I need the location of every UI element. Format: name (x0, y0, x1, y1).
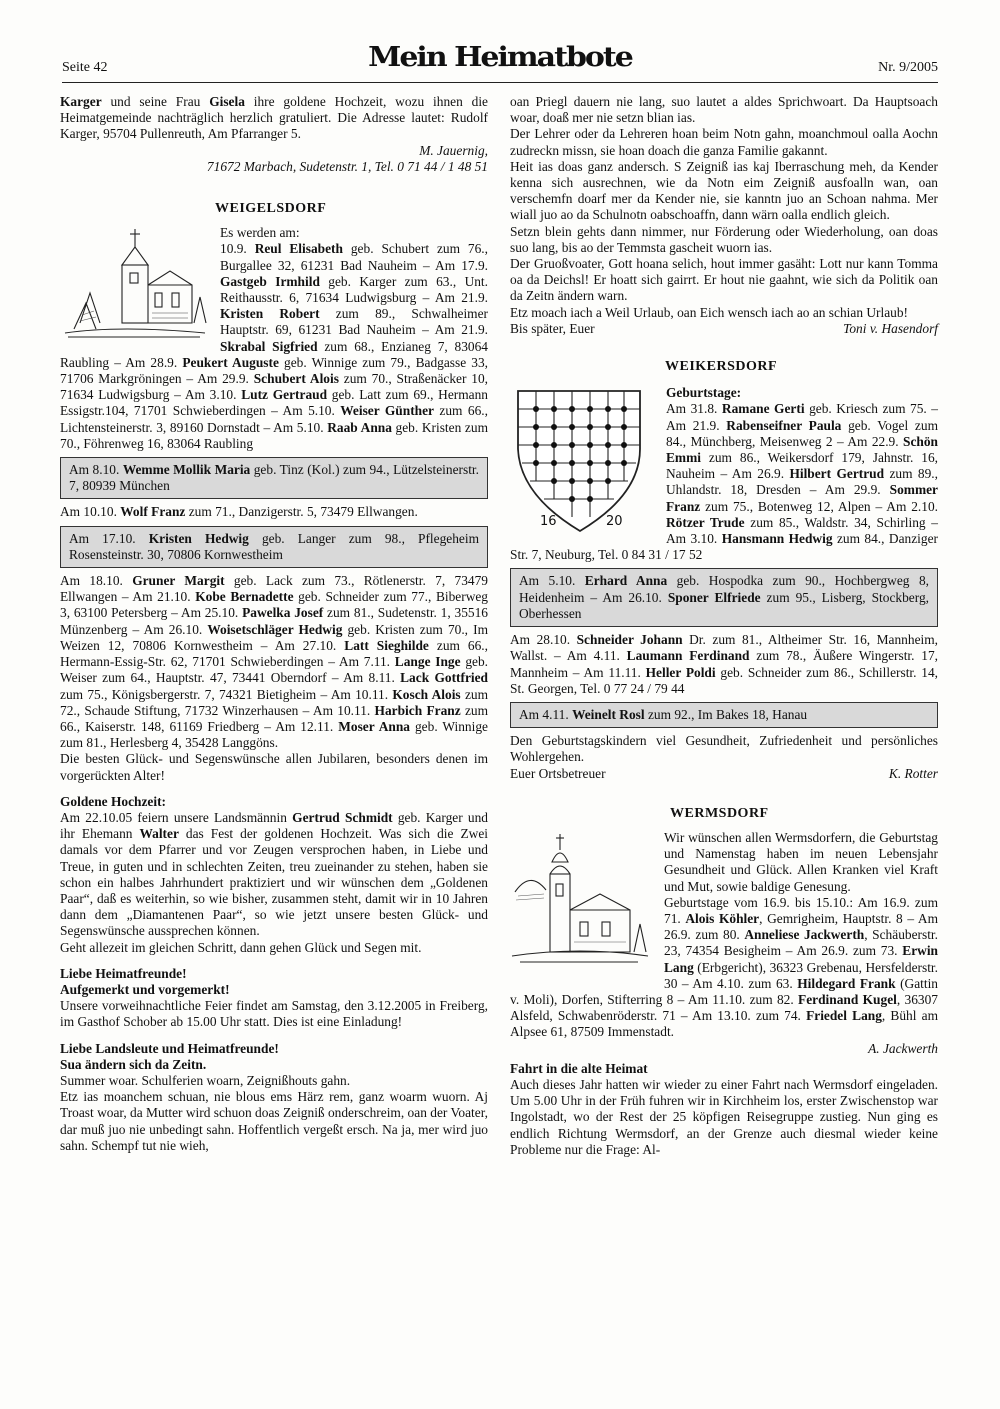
entry-text: geb. Latt zum 69., Hermann Essigstr.104, 71701 Schwieberdingen – Am 5.10. (60, 387, 488, 419)
signature-rotter: K. Rotter (888, 765, 938, 781)
signature-ortsbetreuer: Euer Ortsbetreuer (510, 765, 606, 781)
entry-text: , Gemrigheim, Hauptstr. 8 – Am 26.9. zum 80. (664, 910, 938, 943)
golden-wedding-text (60, 810, 488, 940)
signature-address: 71672 Marbach, Sudetenstr. 1, Tel. 0 71 44 / 1 48 51 (206, 158, 488, 174)
weikersdorf-box-2 (510, 702, 938, 728)
entry-text: zum 84., Danziger Str. 7, Neuburg, Tel. 0 84 31 / 17 52 (510, 531, 938, 563)
person-name: Sommer Franz (666, 482, 938, 514)
entry-text: , Bühl am Alpsee 61, 87509 Immenstadt. (510, 1008, 938, 1040)
person-name: Kristen Hedwig (148, 530, 249, 546)
person-name: Rabenseifner Paula (726, 417, 842, 433)
entry-text: Am 4.11. (519, 706, 573, 722)
entry-text: geb. Kristen zum 70., Im Weizen 12, 70806 Kornwestheim – Am 27.10. (60, 621, 489, 653)
wermsdorf-wishes: Wir wünschen allen Wermsdorfern, die Geburtstag und Namenstag haben im neuen Lebensjahr Gesundheit und Glück. Allen Kranken viel Kraft und Mut, sowie baldige Genesung. (664, 829, 938, 894)
person-name: Erhard Anna (584, 573, 668, 589)
section-title-weikersdorf: WEIKERSDORF (665, 359, 778, 375)
entry-text: das Fest der goldenen Hochzeit. Was sich die Zwei damals vor dem Pfarrer und vor Zeugen versprochen haben, in Liebe und Treue, in guten und in schlechten Zeiten, treu zueinander zu stehen, haben sie schon ein halbes Jahrhundert praktiziert und wir wünschen dem „Goldenen Paar“, daß es weiterhin, so wie bisher, zusammen steht, damit wir in 10 Jahren dann dem „Diamantenen Paar“, so wie jetzt unsere besten Glück- und Segenswünsche aussprechen können. (60, 826, 488, 939)
weikersdorf-box-1 (510, 568, 938, 627)
signature-jackwerth: A. Jackwerth (868, 1040, 938, 1056)
intro-text-2: ihre goldene Hochzeit, wozu ihnen die Heimatgemeinde nachträglich herzlich gratuliert. Die Adresse lautet: Rudolf Karger, 95704 Pullenreuth, Am Pfarranger 5. (60, 94, 488, 142)
section-title-weigelsdorf: WEIGELSDORF (215, 201, 327, 217)
dialect-cont-2: Der Lehrer oder da Lehreren hoan beim Notn gahn, moanchmoul oalla Aochn zudreckn missn, sie hoan doach die ganza Familie gakannt. (510, 126, 938, 158)
entry-text: geb. Kristen zum 70., Föhrenweg 16, 83064 Raubling (60, 419, 488, 451)
person-name: Pawelka Josef (242, 605, 324, 621)
signature-greeting: Bis später, Euer (510, 320, 595, 336)
person-name: Wemme Mollik Maria (122, 462, 251, 478)
person-name: Gruner Margit (132, 573, 225, 589)
dialect-cont-3: Heit ias doas ganz andersch. S Zeigniß ias kaj Iberraschung meh, da Kender kenna sich ausrechnen, wie da Notn eim Zeigniß ausfoalln wan, oan verschemfn doarf mer da Kender nie, sie kanntn juo an Schoan nahma. Mer wiall juo ao da Schulnotn oabschoaffn, dann wärn oalla endlich gleich. (510, 158, 938, 223)
entry-text: geb. Karger und ihr Ehemann (60, 809, 488, 842)
entry-text: zum 68., Enzianeg 7, 83064 Raubling – Am 28.9. (60, 338, 489, 370)
person-name: Woisetschläger Hedwig (207, 621, 343, 637)
entry-text: , Schäuberstr. 23, 74354 Besigheim – Am 26.9. zum 73. (664, 927, 938, 959)
entry-text: Am 10.10. (60, 504, 121, 520)
entry-text: geb. Schneider zum 77., Biberweg 3, 63100 Petersberg – Am 25.10. (60, 589, 488, 621)
person-name: Harbich Franz (374, 702, 461, 718)
person-name: Moser Anna (338, 718, 410, 734)
entry-text: geb. Hospodka zum 90., Hochbergweg 8, Heidenheim – Am 26.10. (519, 573, 929, 605)
dialect-cont-6: Etz moach iach a Weil Urlaub, oan Eich wensch iach ao an schian Urlaub! (510, 304, 909, 320)
person-name: Erwin Lang (664, 943, 938, 975)
person-name: Friedel Lang (806, 1008, 882, 1024)
person-name: Skrabal Sigfried (220, 338, 318, 354)
person-name: Peukert Auguste (182, 354, 279, 370)
entry-text: Am 22.10.05 feiern unsere Landsmännin (60, 809, 293, 825)
person-name: Weiser Günther (340, 403, 434, 419)
masthead-logo: Mein Heimatbote (368, 41, 632, 74)
dialect-text-1: Summer woar. Schulferien woarn, Zeignißhouts gahn. (60, 1072, 351, 1088)
entry-text: geb. Vogel zum 84., Münchberg, Meisenweg 2 – Am 22.9. (666, 417, 938, 449)
trip-text: Auch dieses Jahr hatten wir wieder zu einer Fahrt nach Wermsdorf eingeladen. Um 5.00 Uhr in der Früh fuhren wir in Kirchheim los, erster Zwischenstop war Ingolstadt, wo der Rest der 25 köpfigen Reisegruppe zustieg. Nun ging es endlich Richtung Wermsdorf, an der Grenze auch diesmal wieder keine Probleme nur die Frage: Al- (510, 1076, 938, 1157)
entry-text: zum 71., Danzigerstr. 5, 73479 Ellwangen. (185, 504, 418, 520)
person-name: Gastgeb Irmhild (220, 273, 320, 289)
entry-text: Dr. zum 81., Altheimer Str. 16, Mannheim, Wallst. – Am 4.11. (510, 632, 938, 664)
entry-text: geb. Schubert zum 76., Burgallee 32, 61231 Bad Nauheim – Am 17.9. (220, 241, 488, 273)
dialect-cont-5: Der Gruoßvoater, Gott hoana selich, hout immer gasäht: Lott nur kann Tomma oa da Deichsl! Er hoatt sich gairrt. Er hout nie gaahnt, wie sich da Politik oan da Zeitn ändern warn. (510, 256, 938, 304)
person-name: Laumann Ferdinand (626, 648, 750, 664)
weigelsdorf-box-1 (60, 457, 488, 499)
weigelsdorf-intro: Es werden am: (220, 225, 300, 241)
intro-paragraph (60, 94, 488, 143)
trip-title: Fahrt in die alte Heimat (510, 1060, 648, 1076)
dialect-title-2: Sua ändern sich da Zeitn. (60, 1056, 207, 1072)
church-drawing-wermsdorf (510, 830, 650, 972)
entry-text: geb. Winnige zum 81., Herlesberg 4, 35428 Langgöns. (60, 718, 488, 751)
person-name: Schneider Johann (576, 632, 683, 648)
entry-text: geb. Karger zum 63., Unt. Reithausstr. 6, 71634 Ludwigsburg – Am 21.9. (220, 273, 488, 306)
person-name: Schubert Alois (253, 371, 339, 387)
entry-text: zum 86., Weikersdorf 179, Jahnstr. 16, Nauheim – Am 26.9. (666, 450, 938, 482)
weigelsdorf-birthdays-2 (60, 573, 488, 751)
notice-title-2: Aufgemerkt und vorgemerkt! (60, 981, 230, 997)
entry-text: geb. Schneider zum 86., Schillerstr. 14, St. Georgen, Tel. 0 77 24 / 79 44 (510, 664, 938, 696)
person-name: Alois Köhler (685, 910, 760, 926)
entry-text: Am 5.10. (519, 573, 585, 589)
left-column (60, 94, 488, 1154)
entry-text: zum 95., Lisberg, Stockberg, Oberhessen (519, 589, 930, 621)
header-rule (62, 82, 938, 83)
person-name: Latt Sieghilde (344, 637, 429, 653)
entry-text: geb. Weiser zum 64., Hauptstr. 47, 73441 Oberndorf – Am 8.11. (60, 654, 488, 686)
weikersdorf-birthdays-2 (510, 632, 938, 697)
dialect-text-2: Etz ias moanchem schuan, nie blous ems Härz rem, ganz woarm wuorn. Aj Troast woar, da Mutter wird schuon doas Zeigniß onderschreim, oan der Voater, dar muß juo nie unbedingt sahn. Hoffentlich vergeßt ersch. Na ja, mer wird juo sahn. Schempf tut nie wieh, (60, 1089, 488, 1153)
entry-text: zum 66., Kaiserstr. 148, 61169 Friedberg – Am 12.11. (60, 702, 488, 734)
person-name: Hansmann Hedwig (721, 531, 833, 547)
entry-text: zum 81., Sudetenstr. 1, 35516 Münzenberg – Am 26.10. (60, 605, 488, 637)
person-name: Rötzer Trude (666, 514, 745, 530)
entry-text: zum 75., Königsbergerstr. 7, 74321 Bietigheim – Am 10.11. (60, 686, 393, 702)
church-drawing-weigelsdorf (60, 225, 210, 341)
entry-text: zum 92., Im Bakes 18, Hanau (644, 706, 808, 722)
entry-text: zum 66., Hermann-Essig-Str. 62, 71701 Schwieberdingen – Am 7.11. (60, 637, 488, 670)
person-name: Lutz Gertraud (241, 387, 328, 403)
crest-year-left: 16 (540, 514, 557, 530)
entry-text: Am 17.10. (69, 530, 149, 546)
entry-text: zum 89., Schwalheimer Hauptstr. 69, 61231 Bad Nauheim – Am 21.9. (220, 306, 488, 338)
person-name: Raab Anna (327, 419, 392, 435)
entry-text: geb. Winnige zum 79., Badgasse 33, 71706 Markgröningen – Am 29.9. (60, 354, 488, 387)
person-name: Kristen Robert (220, 306, 320, 322)
person-name: Gertrud Schmidt (292, 809, 393, 825)
notice-text: Unsere vorweihnachtliche Feier findet am Samstag, den 3.12.2005 in Freiberg, im Gasthof Schober ab 15.00 Uhr statt. Dies ist eine Einladung! (60, 998, 488, 1030)
entry-text: zum 75., Botenweg 12, Alpen – Am 2.10. (700, 498, 938, 514)
person-name: Ramane Gerti (721, 401, 805, 417)
issue-number: Nr. 9/2005 (878, 60, 938, 75)
entry-text: geb. Kriesch zum 75. – Am 21.9. (666, 401, 938, 433)
person-name: Schön Emmi (666, 433, 938, 466)
entry-text: Am 8.10. (69, 462, 123, 478)
entry-text: , 36307 Alsfeld, Schwabenröderstr. 71 – Am 13.10. zum 74. (510, 991, 939, 1024)
entry-text: (Erbgericht), 36323 Grebenau, Hersfelderstr. 30 – Am 4.10. zum 63. (664, 959, 938, 991)
person-name: Sponer Elfriede (667, 589, 761, 605)
person-name: Heller Poldi (645, 664, 716, 680)
person-name: Wolf Franz (120, 504, 186, 520)
entry-text: zum 72., Schaude Stiftung, 71732 Winzerhausen – Am 10.11. (60, 686, 488, 718)
dialect-cont-4: Setzn blein gehts dann nimmer, nur Förderung oder Wiederholung, oan doas suo lang, bis ao der Temmsta gascheit wuorn ias. (510, 223, 938, 255)
person-name: Hilbert Gertrud (789, 466, 885, 482)
person-name: Lack Gottfried (400, 670, 488, 686)
entry-text: geb. Langer zum 98., Pflegeheim Rosensteinstr. 30, 70806 Kornwestheim (69, 530, 479, 562)
entry-text: geb. Tinz (Kol.) zum 94., Lützelsteinerstr. 7, 80939 München (69, 462, 479, 494)
person-name: Reul Elisabeth (254, 241, 343, 257)
signature-hasendorf-row (510, 321, 938, 337)
weigelsdorf-box-2 (60, 526, 488, 568)
entry-text: zum 78., Äußere Wingerstr. 17, Mannheim – Am 11.11. (510, 648, 938, 680)
golden-wedding-text-2: Geht allezeit im gleichen Schritt, dann gehen Glück und Segen mit. (60, 939, 422, 955)
name-karger: Karger (60, 94, 102, 109)
person-name: Ferdinand Kugel (798, 991, 897, 1007)
page-header (62, 41, 938, 86)
person-name: Weinelt Rosl (572, 706, 645, 722)
person-name: Kosch Alois (392, 686, 461, 702)
signature-hasendorf: Toni v. Hasendorf (843, 320, 938, 336)
person-name: Hildegard Frank (797, 975, 896, 991)
weigelsdorf-wish: Die besten Glück- und Segenswünsche allen Jubilaren, besonders denen im vorgerückten Alter! (60, 751, 488, 783)
crest-year-right: 20 (606, 514, 623, 530)
signature-rotter-row (510, 766, 938, 782)
right-column (510, 94, 938, 1158)
entry-text: Am 18.10. (60, 573, 133, 589)
entry-text: zum 89., Uhlandstr. 18, Dresden – Am 29.9. (666, 466, 938, 498)
signature-jauernig: M. Jauernig, (419, 142, 488, 158)
entry-text: (Gattin v. Moli), Dorfen, Stifterring 8 – Am 11.10. zum 82. (510, 975, 938, 1007)
entry-text: 10.9. (220, 241, 255, 257)
weikersdorf-wish: Den Geburtstagskindern viel Gesundheit, Zufriedenheit und persönliches Wohlergehen. (510, 733, 938, 765)
golden-wedding-title: Goldene Hochzeit: (60, 793, 166, 809)
page-number: Seite 42 (62, 60, 108, 75)
dialect-title-1: Liebe Landsleute und Heimatfreunde! (60, 1040, 279, 1056)
weigelsdorf-line-2 (60, 504, 488, 520)
entry-text: zum 85., Waldstr. 34, Schirling – Am 3.10. (666, 514, 938, 547)
notice-title-1: Liebe Heimatfreunde! (60, 965, 187, 981)
weikersdorf-subtitle: Geburtstage: (666, 385, 742, 401)
entry-text: Geburtstage vom 16.9. bis 15.10.: Am 16.9. zum 71. (664, 894, 938, 926)
section-title-wermsdorf: WERMSDORF (670, 805, 769, 821)
name-gisela: Gisela (209, 94, 245, 109)
intro-text-1: und seine Frau (101, 94, 210, 109)
entry-text: Am 28.10. (510, 632, 577, 648)
person-name: Walter (139, 826, 179, 842)
dialect-cont-1: oan Priegl dauern nie lang, suo lautet a aldes Sprichwoart. Da Hauptsoach woar, doaß mer nie setzn blian ias. (510, 94, 938, 126)
coat-of-arms-weikersdorf (510, 385, 652, 535)
person-name: Kobe Bernadette (195, 589, 294, 605)
person-name: Lange Inge (394, 654, 461, 670)
entry-text: geb. Lack zum 73., Rötlenerstr. 7, 73479 Ellwangen – Am 21.10. (60, 573, 488, 605)
entry-text: zum 66., Lichtensteinerstr. 3, 89160 Dornstadt – Am 5.10. (60, 403, 488, 435)
entry-text: zum 70., Straßenäcker 10, 71634 Ludwigsburg – Am 3.10. (60, 371, 488, 403)
person-name: Anneliese Jackwerth (744, 927, 865, 943)
entry-text: Am 31.8. (666, 401, 722, 417)
